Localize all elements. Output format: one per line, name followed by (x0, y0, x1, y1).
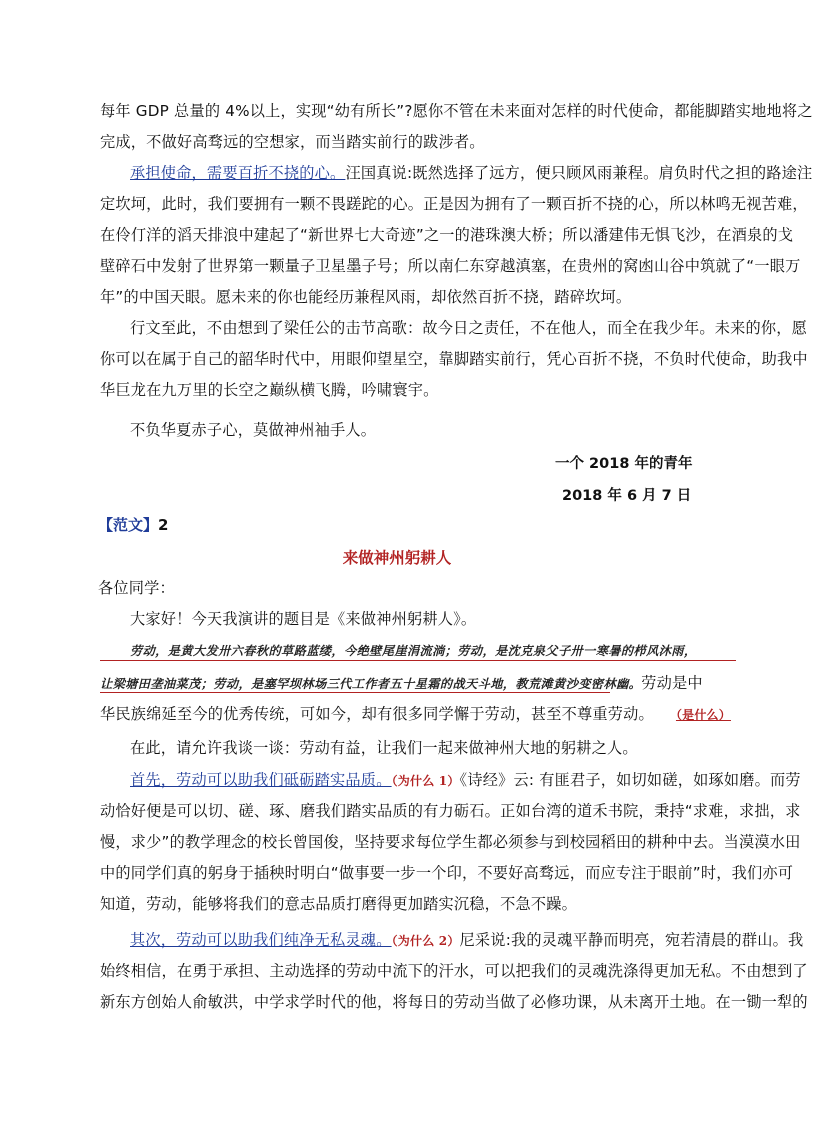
text-line (100, 703, 730, 726)
text-line: 每年 GDP 总量的 4%以上，实现“幼有所长”?愿你不管在未来面对怎样的时代使命，都能脚踏实地地将之 (100, 102, 813, 120)
text-span: 华民族绵延至今的优秀传统，可如今，却有很多同学懈于劳动，甚至不尊重劳动。 (100, 705, 654, 723)
text-line: 中的同学们真的躬身于插秧时明白“做事要一步一个印，不要好高骛远，而应专注于眼前”时，我们亦可 (100, 864, 794, 882)
essay-title: 来做神州躬耕人 (342, 549, 452, 567)
text-line: 始终相信，在勇于承担、主动选择的劳动中流下的汗水，可以把我们的灵魂洗涤得更加无私。不由想到了 (100, 962, 808, 980)
text-line: 大家好！今天我演讲的题目是《来做神州躬耕人》。 (130, 610, 477, 628)
text-span: 劳动是中 (641, 674, 703, 692)
text-span: 汪国真说:既然选择了远方，便只顾风雨兼程。肩负时代之担的路途注 (345, 164, 813, 182)
sample-tag-number: 2 (158, 516, 169, 534)
text-line: 不负华夏赤子心，莫做神州袖手人。 (130, 421, 377, 439)
text-line (130, 769, 801, 792)
text-line: 在此，请允许我谈一谈：劳动有益，让我们一起来做神州大地的躬耕之人。 (130, 739, 638, 757)
text-line: 行文至此，不由想到了梁任公的击节高歌：故今日之责任，不在他人，而全在我少年。未来的你，愿 (130, 319, 808, 337)
sample-tag-label: 【范文】 (98, 516, 159, 534)
quoted-passage-line: 让梁塘田垄油菜茂；劳动，是塞罕坝林场三代工作者五十星霜的战天斗地，教荒滩黄沙变密林幽。 (100, 677, 642, 691)
text-line (130, 162, 813, 184)
underline-rule (100, 660, 736, 661)
annotation-note: （为什么 1） (391, 774, 460, 788)
annotation-note: （为什么 2） (391, 934, 460, 948)
paragraph-lead: 承担使命，需要百折不挠的心。 (130, 164, 346, 182)
text-line: 年”的中国天眼。愿未来的你也能经历兼程风雨，却依然百折不挠，踏碎坎坷。 (100, 288, 632, 306)
sample-tag (98, 514, 168, 535)
signature-name: 一个 2018 年的青年 (555, 456, 693, 472)
text-line: 定坎坷，此时，我们要拥有一颗不畏蹉跎的心。正是因为拥有了一颗百折不挠的心，所以林鸣无视苦难， (100, 195, 808, 213)
paragraph-lead: 其次，劳动可以助我们纯净无私灵魂。 (130, 931, 392, 949)
annotation-note: （是什么） (675, 708, 731, 722)
text-line: 壁碎石中发射了世界第一颗量子卫星墨子号；所以南仁东穿越滇塞，在贵州的窝凼山谷中筑就了“一眼万 (100, 257, 801, 275)
greeting: 各位同学： (98, 579, 175, 597)
text-line: 在伶仃洋的滔天排浪中建起了“新世界七大奇迹”之一的港珠澳大桥；所以潘建伟无惧飞沙，在酒泉的戈 (100, 226, 794, 244)
text-span: 《诗经》云: 有匪君子，如切如磋，如琢如磨。而劳 (459, 771, 801, 789)
text-line: 知道，劳动，能够将我们的意志品质打磨得更加踏实沉稳，不急不躁。 (100, 895, 578, 913)
text-line: 你可以在属于自己的韶华时代中，用眼仰望星空，靠脚踏实前行，凭心百折不挠，不负时代使命，助我中 (100, 350, 808, 368)
quoted-passage-line: 劳动，是黄大发卅六春秋的草路蓝缕，今绝壁尾崖涓流淌；劳动，是沈克泉父子卅一寒暑的栉风沐雨， (130, 644, 697, 658)
text-line: 动恰好便是可以切、磋、琢、磨我们踏实品质的有力砺石。正如台湾的道禾书院，秉持“求难，求拙，求 (100, 802, 801, 820)
paragraph-lead: 首先，劳动可以助我们砥砺踏实品质。 (130, 771, 392, 789)
signature-date: 2018 年 6 月 7 日 (562, 488, 692, 504)
text-span: 尼采说:我的灵魂平静而明亮，宛若清晨的群山。我 (459, 931, 804, 949)
text-line: 完成，不做好高骛远的空想家，而当踏实前行的跋涉者。 (100, 133, 485, 151)
text-line (130, 929, 804, 952)
text-line: 华巨龙在九万里的长空之巅纵横飞腾，吟啸寰宇。 (100, 381, 439, 399)
text-line: 新东方创始人俞敏洪，中学求学时代的他，将每日的劳动当做了必修功课，从未离开土地。在一锄一犁的 (100, 993, 808, 1011)
text-line: 慢，求少”的教学理念的校长曾国俊，坚持要求每位学生都必须参与到校园稻田的耕种中去。当漠漠水田 (100, 833, 801, 851)
underline-rule (100, 692, 610, 693)
